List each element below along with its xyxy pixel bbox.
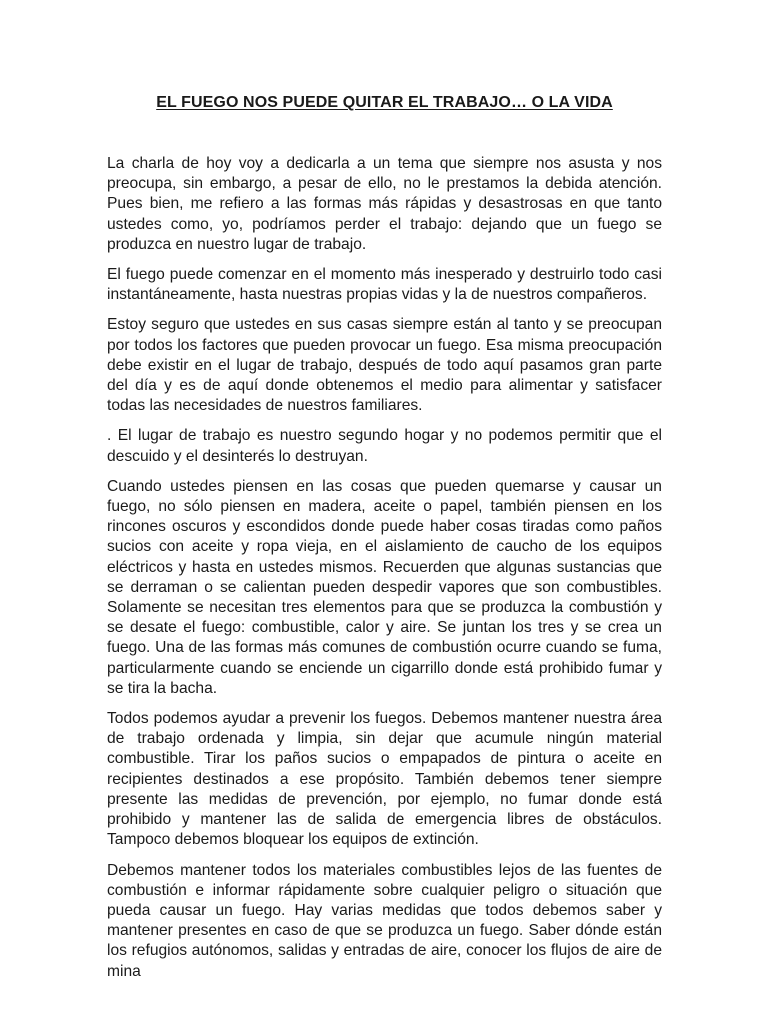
document-body	[107, 154, 662, 992]
paragraph-home-concern: Estoy seguro que ustedes en sus casas siempre están al tanto y se preocupan por todos los factores que pueden provocar un fuego. Esa misma preocupación debe existir en el lugar de trabajo, después de todo aquí pasamos gran parte del día y es de aquí donde obtenemos el medio para alimentar y satisfacer todas las necesidades de nuestros familiares.	[107, 316, 662, 415]
paragraph-emergency-measures: Debemos mantener todos los materiales combustibles lejos de las fuentes de combustión e informar rápidamente sobre cualquier peligro o situación que pueda causar un fuego. Hay varias medidas que todos debemos saber y mantener presentes en caso de que se produzca un fuego. Saber dónde están los refugios autónomos, salidas y entradas de aire, conocer los flujos de aire de mina	[107, 861, 662, 980]
paragraph-prevention: Todos podemos ayudar a prevenir los fuegos. Debemos mantener nuestra área de trabajo ordenada y limpia, sin dejar que acumule ningún material combustible. Tirar los paños sucios o empapados de pintura o aceite en recipientes destinados a ese propósito. También debemos tener siempre presente las medidas de prevención, por ejemplo, no fumar donde está prohibido y mantener las de salida de emergencia libres de obstáculos. Tampoco debemos bloquear los equipos de extinción.	[107, 710, 662, 849]
paragraph-combustibles: Cuando ustedes piensen en las cosas que pueden quemarse y causar un fuego, no sólo piensen en madera, aceite o papel, también piensen en los rincones oscuros y escondidos donde puede haber cosas tiradas como paños sucios con aceite y ropa vieja, en el aislamiento de caucho de los equipos eléctricos y hasta en ustedes mismos. Recuerden que algunas sustancias que se derraman o se calientan pueden despedir vapores que son combustibles. Solamente se necesitan tres elementos para que se produzca la combustión y se desate el fuego: combustible, calor y aire. Se juntan los tres y se crea un fuego. Una de las formas más comunes de combustión ocurre cuando se fuma, particularmente cuando se enciende un cigarrillo donde está prohibido fumar y se tira la bacha.	[107, 477, 662, 697]
paragraph-fire-start: El fuego puede comenzar en el momento más inesperado y destruirlo todo casi instantáneamente, hasta nuestras propias vidas y la de nuestros compañeros.	[107, 266, 662, 304]
document-title: EL FUEGO NOS PUEDE QUITAR EL TRABAJO… O LA VIDA	[156, 94, 613, 111]
paragraph-second-home: . El lugar de trabajo es nuestro segundo hogar y no podemos permitir que el descuido y el desinterés lo destruyan.	[107, 427, 662, 465]
paragraph-intro: La charla de hoy voy a dedicarla a un tema que siempre nos asusta y nos preocupa, sin embargo, a pesar de ello, no le prestamos la debida atención. Pues bien, me refiero a las formas más rápidas y desastrosas en que tanto ustedes como, yo, podríamos perder el trabajo: dejando que un fuego se produzca en nuestro lugar de trabajo.	[107, 155, 662, 253]
